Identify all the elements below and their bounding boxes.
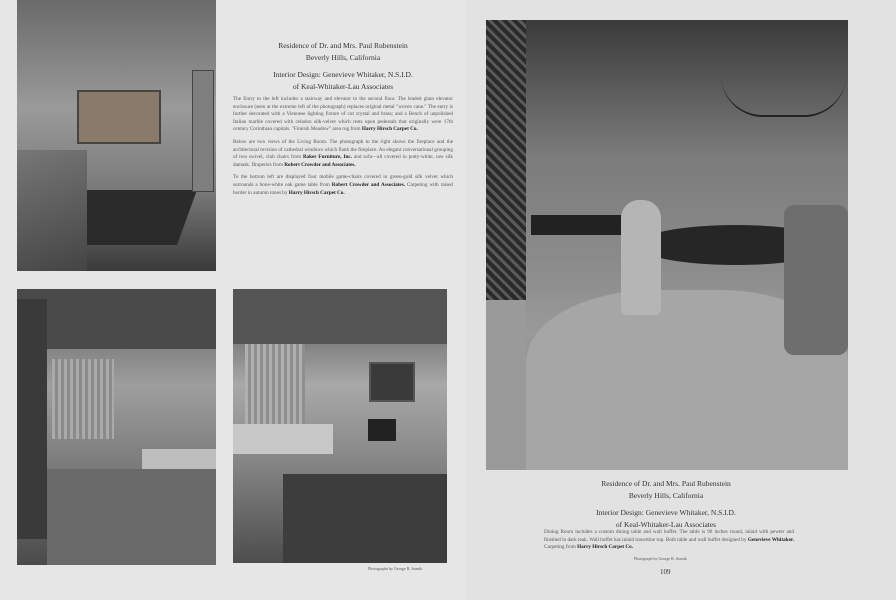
photo-credit: Photographs by George R. Szanik: [368, 566, 423, 571]
right-page: [466, 0, 896, 600]
designer: Interior Design: Genevieve Whitaker, N.S.I.D.: [273, 70, 413, 79]
designer: Interior Design: Genevieve Whitaker, N.S.I.D.: [596, 508, 736, 517]
game-room-photo: [17, 289, 216, 565]
right-body-text: Dining Room includes a custom dining table and wall buffet. The table is 90 inches round, inlaid with pewter and finished in dark teak. Wall buffet has inlaid travertine top. Both table and wall buffet designed by Genevieve Whitaker. Carpeting from Harry Hirsch Carpet Co.: [544, 529, 795, 551]
residence-title: Residence of Dr. and Mrs. Paul Rubenstein: [601, 479, 731, 488]
firm: of Keal-Whitaker-Lau Associates: [615, 520, 717, 529]
photo-credit: Photograph by George R. Szanik: [634, 556, 687, 561]
residence-title: Residence of Dr. and Mrs. Paul Rubenstein: [278, 41, 408, 50]
location: Beverly Hills, California: [305, 53, 381, 62]
left-caption: [228, 40, 458, 93]
dining-room-photo: [486, 20, 848, 470]
firm: of Keal-Whitaker-Lau Associates: [292, 82, 394, 91]
left-body-text: The Entry to the left includes a stairway and elevator to the second floor. The leaded glass elevator enclosure (seen at the extreme left of the photograph) replaces original metal "woven cane." The entry is further decorated with a Viennese lighting fixture of cut crystal and brass; and a Bench of unpolished Italian marble covered with celadon silk-velvet which rests upon pedestals that originally were 17th century Corinthian capitals. "Finnish Meadow" area rug from Harry Hirsch Carpet Co. Below are two views of the Living Room. The photograph to the right shows the fireplace and the architectural revision of cathedral windows which flank the fireplace. An elegant conversational grouping of two swivel, club chairs from Baker Furniture, Inc. and sofa—all covered in putty-white, raw silk damask. Draperies from Robert Crowder and Associates. To the bottom left are displayed four mobile game-chairs covered in green-gold silk velvet which surrounds a bone-white oak game table from Robert Crowder and Associates. Carpeting with raised border in autumn tones by Harry Hirsch Carpet Co.: [233, 96, 454, 196]
page-number: 109: [660, 568, 671, 576]
living-room-photo: [233, 289, 447, 563]
entry-photo: [17, 0, 216, 271]
location: Beverly Hills, California: [628, 491, 704, 500]
right-caption: [526, 478, 806, 531]
